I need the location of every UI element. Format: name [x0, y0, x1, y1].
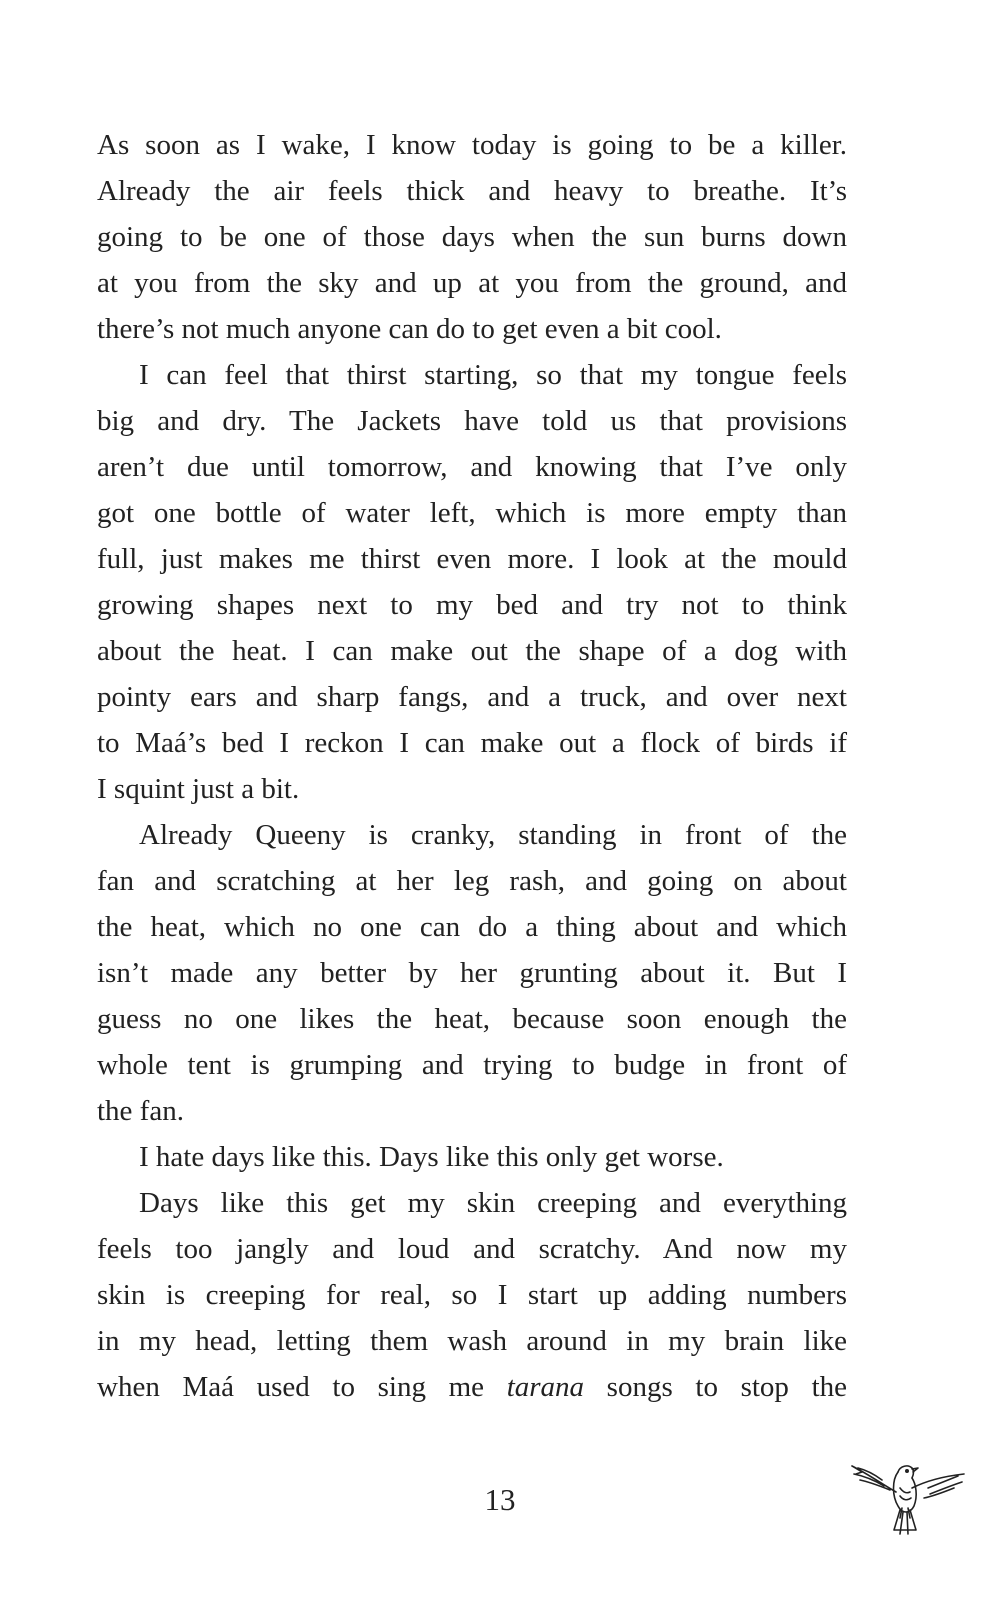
text-line: isn’t made any better by her grunting about it. But I	[97, 957, 847, 989]
text-line: at you from the sky and up at you from the ground, and	[97, 267, 847, 299]
text-line: there’s not much anyone can do to get even a bit cool.	[97, 313, 722, 345]
text-line: to Maá’s bed I reckon I can make out a flock of birds if	[97, 727, 847, 759]
body-text	[97, 122, 847, 1410]
text-line: in my head, letting them wash around in my brain like	[97, 1325, 847, 1357]
text-line: whole tent is grumping and trying to budge in front of	[97, 1049, 847, 1081]
text-line: I squint just a bit.	[97, 773, 300, 805]
text-line: full, just makes me thirst even more. I look at the mould	[97, 543, 847, 575]
text-line: big and dry. The Jackets have told us that provisions	[97, 405, 847, 437]
text-segment: songs to stop the	[584, 1371, 847, 1403]
text-line: aren’t due until tomorrow, and knowing that I’ve only	[97, 451, 847, 483]
text-line: Days like this get my skin creeping and everything	[139, 1187, 847, 1219]
text-line: I can feel that thirst starting, so that my tongue feels	[139, 359, 847, 391]
text-line: feels too jangly and loud and scratchy. And now my	[97, 1233, 847, 1265]
text-line: Already the air feels thick and heavy to breathe. It’s	[97, 175, 847, 207]
text-line: As soon as I wake, I know today is going to be a killer.	[97, 129, 847, 161]
bird-icon	[848, 1444, 968, 1544]
text-line: the heat, which no one can do a thing about and which	[97, 911, 847, 943]
text-line	[97, 1364, 847, 1410]
text-line: growing shapes next to my bed and try not to think	[97, 589, 847, 621]
text-segment: when Maá used to sing me	[97, 1371, 507, 1403]
text-line: pointy ears and sharp fangs, and a truck, and over next	[97, 681, 847, 713]
text-line: the fan.	[97, 1095, 184, 1127]
italic-word: tarana	[506, 1371, 585, 1403]
text-line: going to be one of those days when the sun burns down	[97, 221, 847, 253]
text-line: about the heat. I can make out the shape of a dog with	[97, 635, 847, 667]
text-line: guess no one likes the heat, because soon enough the	[97, 1003, 847, 1035]
text-line: Already Queeny is cranky, standing in front of the	[139, 819, 847, 851]
text-line: skin is creeping for real, so I start up adding numbers	[97, 1279, 847, 1311]
text-line: I hate days like this. Days like this only get worse.	[139, 1141, 724, 1173]
page-number: 13	[484, 1482, 516, 1517]
text-line: fan and scratching at her leg rash, and going on about	[97, 865, 847, 897]
text-line: got one bottle of water left, which is more empty than	[97, 497, 847, 529]
